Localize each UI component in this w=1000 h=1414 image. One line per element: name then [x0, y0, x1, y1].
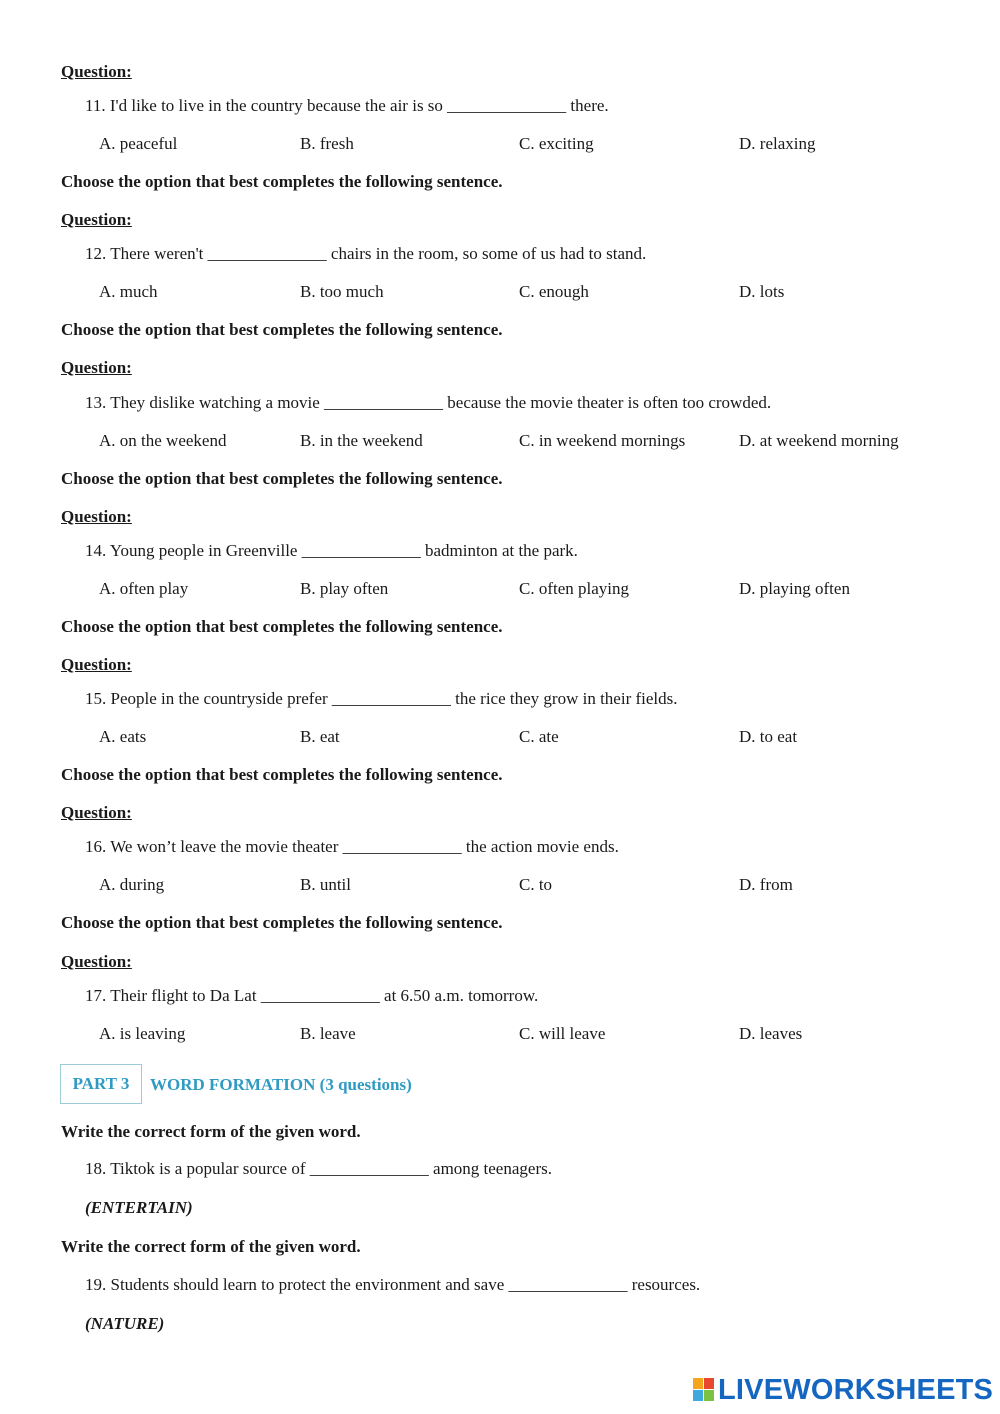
option-b[interactable]: B. eat: [300, 727, 340, 746]
question-stem: 15. People in the countryside prefer ______________ the rice they grow in their fields.: [85, 689, 678, 708]
liveworksheets-logo-icon: [693, 1378, 715, 1402]
word-hint: (ENTERTAIN): [85, 1198, 193, 1217]
brand-name: LIVEWORKSHEETS: [718, 1374, 994, 1406]
instruction: Write the correct form of the given word.: [61, 1122, 361, 1141]
option-b[interactable]: B. in the weekend: [300, 431, 423, 450]
option-a[interactable]: A. during: [99, 875, 165, 894]
question-stem: 14. Young people in Greenville ______________ badminton at the park.: [85, 541, 578, 560]
option-d[interactable]: D. relaxing: [739, 134, 816, 153]
instruction: Choose the option that best completes the following sentence.: [61, 172, 503, 191]
instruction: Choose the option that best completes the following sentence.: [61, 469, 503, 488]
option-d[interactable]: D. playing often: [739, 579, 850, 598]
option-c[interactable]: C. enough: [519, 282, 589, 301]
option-c[interactable]: C. exciting: [519, 134, 594, 153]
instruction: Write the correct form of the given word.: [61, 1237, 361, 1256]
question-label: Question:: [61, 210, 132, 229]
instruction: Choose the option that best completes the following sentence.: [61, 617, 503, 636]
option-a[interactable]: A. on the weekend: [99, 431, 227, 450]
option-d[interactable]: D. from: [739, 875, 793, 894]
question-label: Question:: [61, 358, 132, 377]
question-stem: 18. Tiktok is a popular source of ______________ among teenagers.: [85, 1159, 552, 1178]
liveworksheets-logo: [693, 1376, 993, 1404]
option-a[interactable]: A. much: [99, 282, 158, 301]
part-title: WORD FORMATION (3 questions): [150, 1075, 412, 1094]
option-a[interactable]: A. eats: [99, 727, 147, 746]
option-b[interactable]: B. leave: [300, 1024, 356, 1043]
instruction: Choose the option that best completes the following sentence.: [61, 320, 503, 339]
question-label: Question:: [61, 952, 132, 971]
option-b[interactable]: B. until: [300, 875, 352, 894]
option-d[interactable]: D. lots: [739, 282, 785, 301]
question-stem: 13. They dislike watching a movie ______________ because the movie theater is often too crowded.: [85, 393, 772, 412]
question-stem: 17. Their flight to Da Lat ______________ at 6.50 a.m. tomorrow.: [85, 986, 539, 1005]
question-label: Question:: [61, 655, 132, 674]
option-a[interactable]: A. is leaving: [99, 1024, 186, 1043]
part-label: PART 3: [60, 1064, 142, 1104]
option-c[interactable]: C. often playing: [519, 579, 630, 598]
instruction: Choose the option that best completes the following sentence.: [61, 913, 503, 932]
option-d[interactable]: D. to eat: [739, 727, 798, 746]
question-label: Question:: [61, 507, 132, 526]
question-stem: 19. Students should learn to protect the environment and save ______________ resources.: [85, 1275, 701, 1294]
option-a[interactable]: A. peaceful: [99, 134, 178, 153]
option-c[interactable]: C. will leave: [519, 1024, 606, 1043]
option-d[interactable]: D. leaves: [739, 1024, 803, 1043]
option-c[interactable]: C. in weekend mornings: [519, 431, 686, 450]
question-stem: 11. I'd like to live in the country because the air is so ______________ there.: [85, 96, 609, 115]
question-label: Question:: [61, 803, 132, 822]
option-a[interactable]: A. often play: [99, 579, 189, 598]
instruction: Choose the option that best completes the following sentence.: [61, 765, 503, 784]
option-c[interactable]: C. to: [519, 875, 553, 894]
option-b[interactable]: B. fresh: [300, 134, 354, 153]
option-c[interactable]: C. ate: [519, 727, 559, 746]
option-b[interactable]: B. too much: [300, 282, 384, 301]
question-stem: 12. There weren't ______________ chairs in the room, so some of us had to stand.: [85, 244, 647, 263]
question-label: Question:: [61, 62, 132, 81]
option-d[interactable]: D. at weekend morning: [739, 431, 899, 450]
option-b[interactable]: B. play often: [300, 579, 389, 598]
question-stem: 16. We won’t leave the movie theater ______________ the action movie ends.: [85, 837, 619, 856]
word-hint: (NATURE): [85, 1314, 165, 1333]
